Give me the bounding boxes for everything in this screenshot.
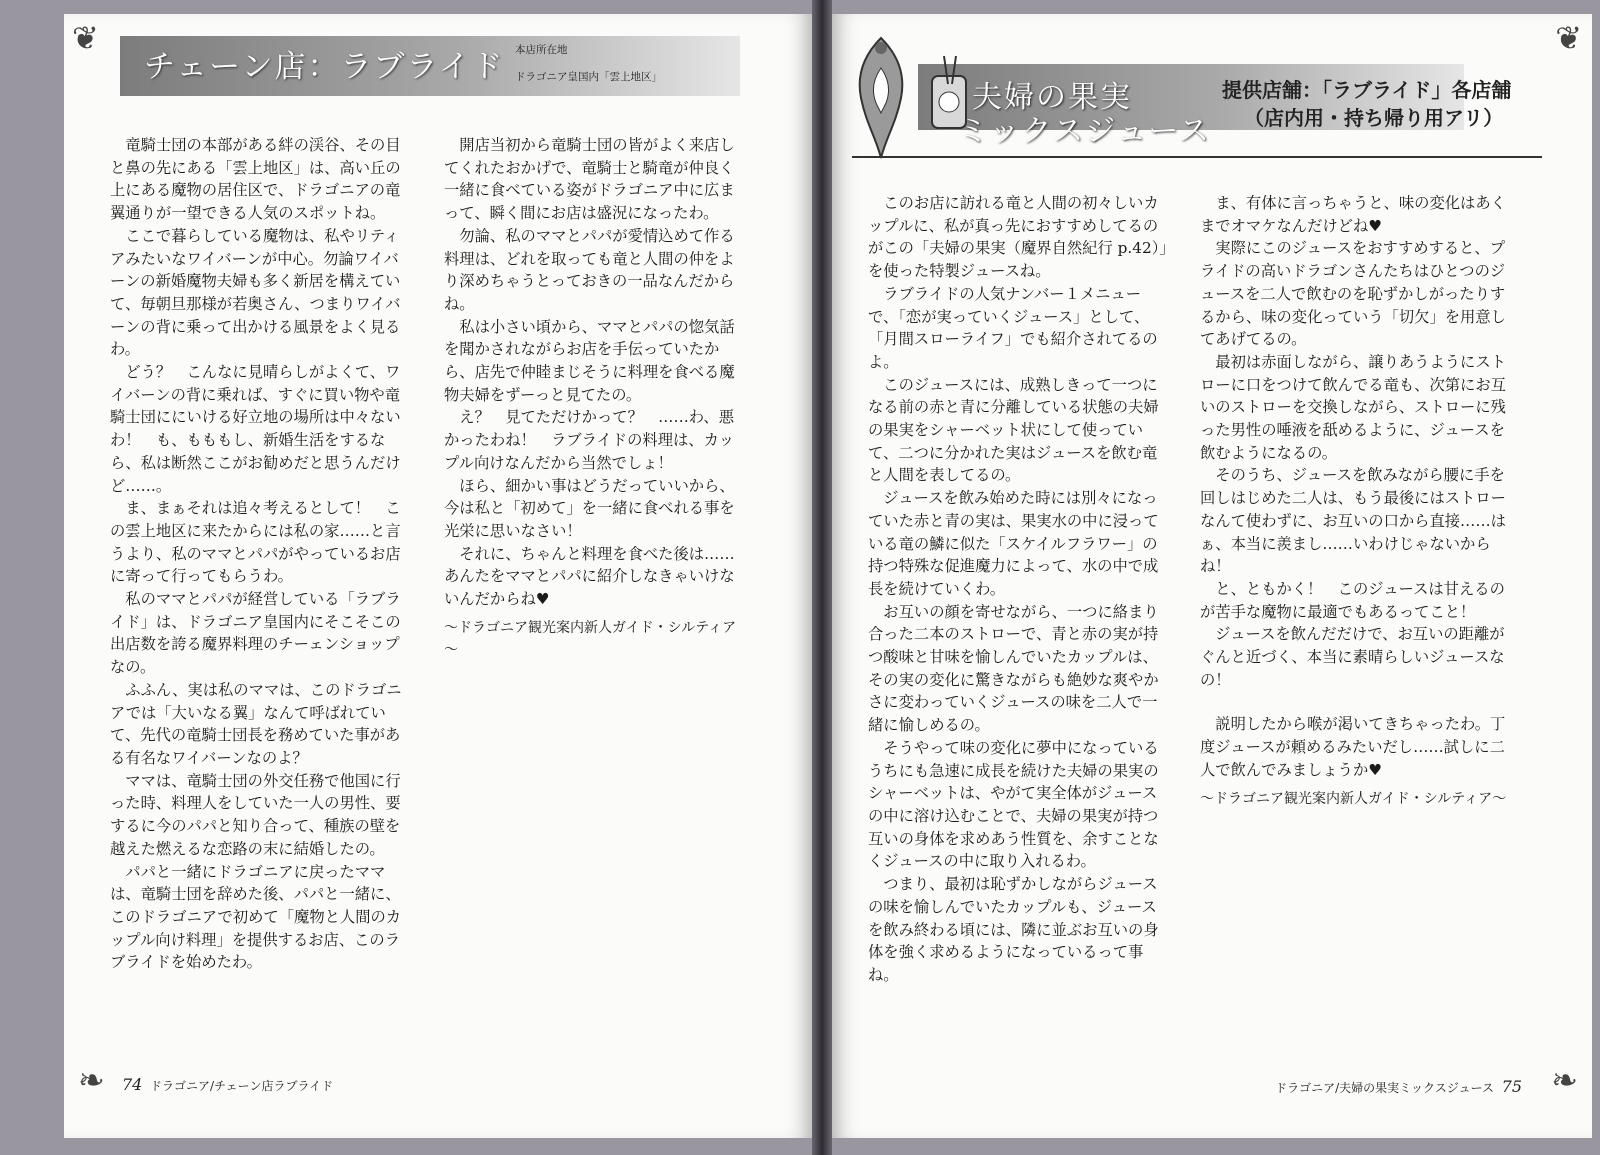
page-number: 75 bbox=[1501, 1077, 1522, 1096]
text-column-1 bbox=[868, 192, 1168, 987]
text-column-2 bbox=[444, 134, 744, 662]
paragraph: ま、有体に言っちゃうと、味の変化はあくまでオマケなんだけどね♥ bbox=[1200, 194, 1506, 235]
paragraph: ふふん、実は私のママは、このドラゴニアでは「大いなる翼」なんて呼ばれていて、先代の竜騎士団長を務めていた事がある有名なワイバーンなのよ？ bbox=[110, 680, 402, 767]
paragraph: ジュースを飲んだだけで、お互いの距離がぐんと近づく、本当に素晴らしいジュースなの！ bbox=[1200, 625, 1505, 689]
paragraph: お互いの顔を寄せながら、一つに絡まり合った二本のストローで、青と赤の実が持つ酸味と甘味を愉しんでいたカップルは、その実の変化に驚きながらも絶妙な爽やかさに変わっていくジュースの味を二人で一緒に愉しめるの。 bbox=[868, 602, 1159, 735]
corner-flourish-icon: ❦ bbox=[72, 19, 99, 57]
page-title: チェーン店：ラブライド bbox=[144, 49, 505, 85]
page-footer bbox=[122, 1075, 333, 1094]
paragraph: そのうち、ジュースを飲みながら腰に手を回しはじめた二人は、もう最後にはストローなんて使わずに、お互いの口から直接……はぁ、本当に羨まし……いわけじゃないからね！ bbox=[1200, 466, 1506, 576]
location-label: 本店所在地 bbox=[515, 44, 568, 56]
paragraph: 私のママとパパが経営している「ラブライド」は、ドラゴニア皇国内にそこそこの出店数を誇る魔界料理のチーェンショップなの。 bbox=[110, 590, 401, 677]
shop-note: （店内用・持ち帰り用アリ） bbox=[1244, 106, 1504, 130]
page-footer bbox=[1275, 1077, 1522, 1096]
paragraph: どう？ こんなに見晴らしがよくて、ワイバーンの背に乗れば、すぐに買い物や竜騎士団ににいける好立地の場所は中々ないわ！ も、もももし、新婚生活をするなら、私は断然ここがお勧めだと思うんだけど……。 bbox=[110, 363, 401, 495]
paragraph: ほら、細かい事はどうだっていいから、今は私と「初めて」を一緒に食べれる事を光栄に思いなさい！ bbox=[444, 476, 735, 540]
shop-info: 提供店舗：「ラブライド」各店舗 bbox=[1222, 78, 1512, 102]
paragraph: 勿論、私のママとパパが愛情込めて作る料理は、どれを取っても竜と人間の仲をより深めちゃうとっておきの一品なんだからね。 bbox=[444, 226, 735, 313]
corner-flourish-icon: ❧ bbox=[78, 1061, 105, 1099]
right-page bbox=[832, 14, 1592, 1138]
paragraph: 説明したから喉が渇いてきちゃったわ。丁度ジュースが頼めるみたいだし……試しに二人で飲んでみましょうか♥ bbox=[1200, 715, 1506, 779]
page-subtitle: ミックスジュース bbox=[958, 114, 1211, 149]
paragraph: このお店に訪れる竜と人間の初々しいカップルに、私が真っ先におすすめしてるのがこの「夫婦の果実（魔界自然紀行 p.42）」を使った特製ジュースね。 bbox=[868, 194, 1168, 281]
paragraph: そうやって味の変化に夢中になっているうちにも急速に成長を続けた夫婦の果実のシャーベットは、やがて実全体がジュースの中に溶け込むことで、夫婦の果実が持つ互いの身体を求めあう性質を、余すことなくジュースの中に取り入れるわ。 bbox=[868, 738, 1159, 871]
guide-signature: ～ドラゴニア観光案内新人ガイド・シルティア～ bbox=[444, 619, 737, 659]
paragraph: 最初は赤面しながら、譲りあうようにストローに口をつけて飲んでる竜も、次第にお互いのストローを交換しながら、ストローに残った男性の唾液を舐めるように、ジュースを飲むようになるの。 bbox=[1200, 352, 1506, 462]
paragraph: ここで暮らしている魔物は、私やリティアみたいなワイバーンが中心。勿論ワイバーンの新婚魔物夫婦も多く新居を構えていて、毎朝旦那様が若奥さん、つまりワイバーンの背に乗って出かける風景をよく見るわ。 bbox=[110, 226, 401, 359]
corner-flourish-icon: ❧ bbox=[1551, 1061, 1578, 1099]
paragraph: つまり、最初は恥ずかしながらジュースの味を愉しんでいたカップルも、ジュースを飲み終わる頃には、隣に並ぶお互いの身体を強く求めるようになっているって事ね。 bbox=[868, 875, 1159, 984]
guide-signature: ～ドラゴニア観光案内新人ガイド・シルティア～ bbox=[1200, 790, 1507, 807]
paragraph: ジュースを飲み始めた時には別々になっていた赤と青の実は、果実水の中に浸っている竜の鱗に似た「スケイルフラワー」の持つ特殊な促進魔力によって、水の中で成長を続けていくわ。 bbox=[868, 489, 1159, 598]
paragraph: 開店当初から竜騎士団の皆がよく来店してくれたおかげで、竜騎士と騎竜が仲良く一緒に食べている姿がドラゴニア中に広まって、瞬く間にお店は盛況になったわ。 bbox=[444, 136, 735, 223]
divider bbox=[852, 156, 1542, 158]
paragraph: ママは、竜騎士団の外交任務で他国に行った時、料理人をしていた一人の男性、要するに今のパパと知り合って、種族の壁を越えた燃えるな恋路の末に結婚したの。 bbox=[110, 771, 401, 858]
paragraph-spacer bbox=[1200, 691, 1516, 713]
text-column-2 bbox=[1200, 192, 1516, 810]
paragraph: パパと一緒にドラゴニアに戻ったママは、竜騎士団を辞めた後、パパと一緒に、このドラゴニアで初めて「魔物と人間のカップル向け料理」を提供するお店、このラブライドを始めたわ。 bbox=[110, 862, 402, 972]
left-page bbox=[64, 14, 812, 1138]
paragraph: と、ともかく！ このジュースは甘えるのが苦手な魔物に最適でもあるってこと！ bbox=[1200, 579, 1505, 621]
book-gutter bbox=[812, 0, 832, 1155]
fruit-plant-icon bbox=[846, 28, 916, 168]
text-column-1 bbox=[110, 134, 405, 974]
location-value: ドラゴニア皇国内「雲上地区」 bbox=[515, 71, 662, 83]
paragraph: それに、ちゃんと料理を食べた後は……あんたをママとパパに紹介しなきゃいけないんだからね♥ bbox=[444, 544, 735, 609]
paragraph: このジュースには、成熟しきって一つになる前の赤と青に分離している状態の夫婦の果実をシャーベット状にして使っていて、二つに分かれた実はジュースを飲む竜と人間を表してるの。 bbox=[868, 375, 1159, 485]
page-title: 夫婦の果実 bbox=[972, 80, 1132, 115]
paragraph: 実際にこのジュースをおすすめすると、プライドの高いドラゴンさんたちはひとつのジュースを二人で飲むのを恥ずかしがったりするから、味の変化っていう「切欠」を用意してあげてるの。 bbox=[1200, 239, 1506, 349]
page-number: 74 bbox=[122, 1075, 143, 1094]
paragraph: え？ 見てただけかって？ ……わ、悪かったわね！ ラブライドの料理は、カップル向けなんだから当然でしょ！ bbox=[444, 408, 735, 472]
paragraph: ラブライドの人気ナンバー１メニューで、「恋が実っていくジュース」として、「月間スローライフ」でも紹介されてるのよ。 bbox=[868, 284, 1158, 371]
footer-title: ドラゴニア/夫婦の果実ミックスジュース bbox=[1275, 1081, 1494, 1095]
paragraph: ま、まぁそれは追々考えるとして！ この雲上地区に来たからには私の家……と言うより、私のママとパパがやっているお店に寄って行ってもらうわ。 bbox=[110, 499, 401, 586]
footer-title: ドラゴニア/チェーン店ラブライド bbox=[150, 1079, 334, 1093]
paragraph: 竜騎士団の本部がある絆の渓谷、その目と鼻の先にある「雲上地区」は、高い丘の上にある魔物の居住区で、ドラゴニアの竜翼通りが一望できる人気のスポットね。 bbox=[110, 136, 401, 223]
corner-flourish-icon: ❦ bbox=[1555, 19, 1582, 57]
paragraph: 私は小さい頃から、ママとパパの惚気話を聞かされながらお店を手伝っていたから、店先で仲睦まじそうに料理を食べる魔物夫婦をずーっと見てたの。 bbox=[444, 317, 735, 404]
